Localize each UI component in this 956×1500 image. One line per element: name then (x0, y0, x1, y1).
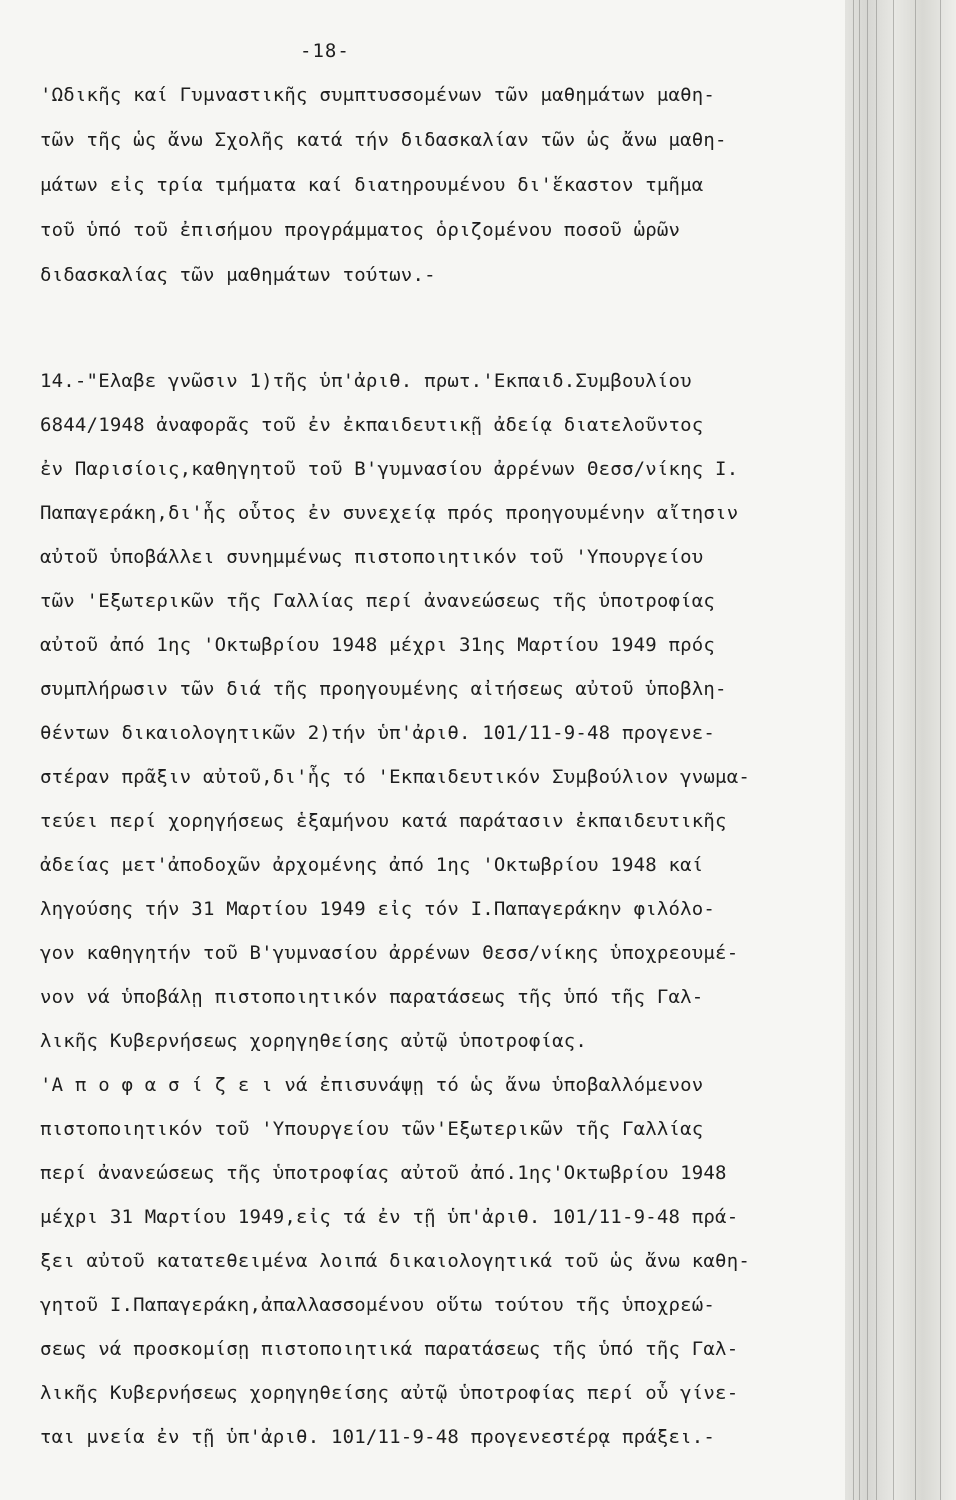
page-edge-line (915, 0, 916, 1500)
page-number: -18- (300, 40, 350, 62)
text-line: αὐτοῦ ἀπό 1ης 'Οκτωβρίου 1948 μέχρι 31ης Μαρτίου 1949 πρός (40, 634, 716, 656)
text-line: αὐτοῦ ὑποβάλλει συνημμένως πιστοποιητικόν τοῦ 'Υπουργείου (40, 546, 704, 568)
text-line: στέραν πρᾶξιν αὐτοῦ,δι'ἧς τό 'Εκπαιδευτικόν Συμβούλιον γνωμα- (40, 766, 750, 788)
text-line: λικῆς Κυβερνήσεως χορηγηθείσης αὐτῷ ὑποτροφίας. (40, 1030, 588, 1052)
binder-edge (845, 0, 956, 1500)
text-line: τῶν 'Εξωτερικῶν τῆς Γαλλίας περί ἀνανεώσεως τῆς ὑποτροφίας (40, 590, 716, 612)
text-line: Παπαγεράκη,δι'ἧς οὗτος ἐν συνεχείᾳ πρός προηγουμένην αἴτησιν (40, 502, 739, 524)
text-line: ξει αὐτοῦ κατατεθειμένα λοιπά δικαιολογητικά τοῦ ὡς ἄνω καθη- (40, 1250, 750, 1272)
text-line: γον καθηγητήν τοῦ Β'γυμνασίου ἀρρένων Θεσσ/νίκης ὑποχρεουμέ- (40, 942, 739, 964)
text-line: τεύει περί χορηγήσεως ἑξαμήνου κατά παράτασιν ἐκπαιδευτικῆς (40, 810, 727, 832)
text-line: ἀδείας μετ'ἀποδοχῶν ἀρχομένης ἀπό 1ης 'Οκτωβρίου 1948 καί (40, 854, 704, 876)
text-line: τῶν τῆς ὡς ἄνω Σχολῆς κατά τήν διδασκαλίαν τῶν ὡς ἄνω μαθη- (40, 129, 727, 151)
text-line: ται μνεία ἐν τῇ ὑπ'ἀριθ. 101/11-9-48 προγενεστέρᾳ πράξει.- (40, 1426, 716, 1448)
text-line: συμπλήρωσιν τῶν διά τῆς προηγουμένης αἰτήσεως αὐτοῦ ὑποβλη- (40, 678, 727, 700)
text-line: θέντων δικαιολογητικῶν 2)τήν ὑπ'ἀριθ. 101/11-9-48 προγενε- (40, 722, 716, 744)
text-line: ἐν Παρισίοις,καθηγητοῦ τοῦ Β'γυμνασίου ἀρρένων Θεσσ/νίκης Ι. (40, 458, 739, 480)
page-edge-line (893, 0, 894, 1500)
page-edge-line (867, 0, 868, 1500)
text-line: 'Ωδικῆς καί Γυμναστικῆς συμπτυσσομένων τῶν μαθημάτων μαθη- (40, 84, 716, 106)
text-line: διδασκαλίας τῶν μαθημάτων τούτων.- (40, 264, 436, 286)
text-line: σεως νά προσκομίσῃ πιστοποιητικά παρατάσεως τῆς ὑπό τῆς Γαλ- (40, 1338, 739, 1360)
page-edge-line (876, 0, 877, 1500)
text-line: 6844/1948 ἀναφορᾶς τοῦ ἐν ἐκπαιδευτικῇ ἀδείᾳ διατελοῦντος (40, 414, 704, 436)
page-edge-line (853, 0, 854, 1500)
text-line: μάτων εἰς τρία τμήματα καί διατηρουμένου δι'ἕκαστον τμῆμα (40, 174, 704, 196)
text-line: 'Α π ο φ α σ ί ζ ε ι νά ἐπισυνάψῃ τό ὡς ἄνω ὑποβαλλόμενον (40, 1074, 704, 1096)
text-line: μέχρι 31 Μαρτίου 1949,εἰς τά ἐν τῇ ὑπ'ἀριθ. 101/11-9-48 πρά- (40, 1206, 739, 1228)
page-edge-line (940, 0, 941, 1500)
text-line: πιστοποιητικόν τοῦ 'Υπουργείου τῶν'Εξωτερικῶν τῆς Γαλλίας (40, 1118, 704, 1140)
text-line: γητοῦ Ι.Παπαγεράκη,ἀπαλλασσομένου οὕτω τούτου τῆς ὑποχρεώ- (40, 1294, 716, 1316)
text-line: περί ἀνανεώσεως τῆς ὑποτροφίας αὐτοῦ ἀπό.1ης'Οκτωβρίου 1948 (40, 1162, 727, 1184)
text-line: 14.-"Ελαβε γνῶσιν 1)τῆς ὑπ'ἀριθ. πρωτ.'Εκπαιδ.Συμβουλίου (40, 370, 692, 392)
page-edge-line (859, 0, 860, 1500)
text-line: νον νά ὑποβάλῃ πιστοποιητικόν παρατάσεως τῆς ὑπό τῆς Γαλ- (40, 986, 704, 1008)
text-line: ληγούσης τήν 31 Μαρτίου 1949 εἰς τόν Ι.Παπαγεράκην φιλόλο- (40, 898, 716, 920)
text-line: τοῦ ὑπό τοῦ ἐπισήμου προγράμματος ὁριζομένου ποσοῦ ὡρῶν (40, 219, 681, 241)
text-line: λικῆς Κυβερνήσεως χορηγηθείσης αὐτῷ ὑποτροφίας περί οὗ γίνε- (40, 1382, 739, 1404)
